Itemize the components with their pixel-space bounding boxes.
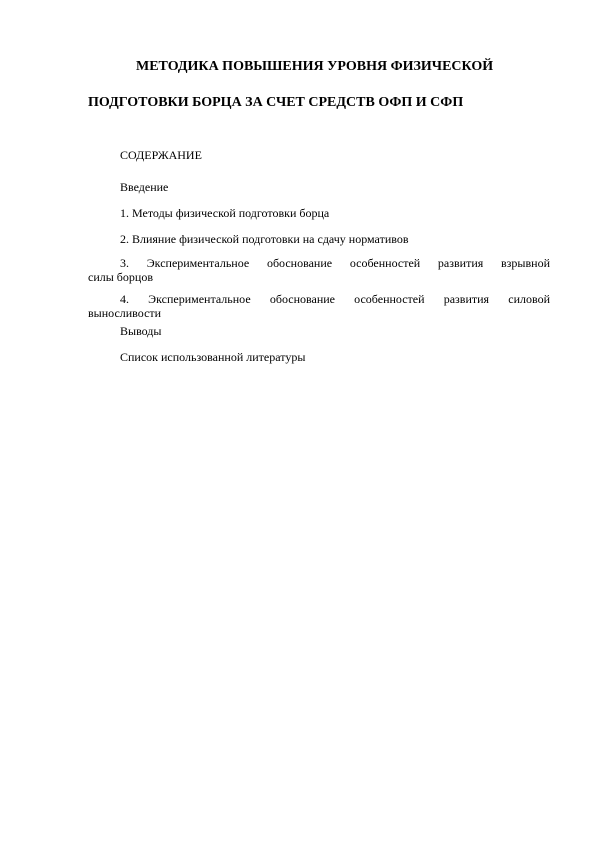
toc-item-1: 1. Методы физической подготовки борца (120, 206, 330, 220)
toc-item-conclusions: Выводы (120, 324, 162, 338)
toc-item-2: 2. Влияние физической подготовки на сдачу нормативов (120, 232, 409, 246)
title-line-1: МЕТОДИКА ПОВЫШЕНИЯ УРОВНЯ ФИЗИЧЕСКОЙ (136, 59, 494, 74)
toc-item-3 (88, 256, 550, 284)
toc-item-references: Список использованной литературы (120, 350, 306, 364)
toc-item-4 (88, 292, 550, 320)
toc-item-3-line-1: 3. Экспериментальное обоснование особенностей развития взрывной (120, 256, 550, 270)
toc-item-4-line-1: 4. Экспериментальное обоснование особенностей развития силовой (120, 292, 550, 306)
toc-item-3-line-2: силы борцов (88, 270, 153, 284)
toc-heading: СОДЕРЖАНИЕ (120, 148, 202, 162)
title-line-2: ПОДГОТОВКИ БОРЦА ЗА СЧЕТ СРЕДСТВ ОФП И СФП (88, 95, 464, 110)
toc-item-4-line-2: выносливости (88, 306, 162, 320)
toc-item-intro: Введение (120, 180, 169, 194)
